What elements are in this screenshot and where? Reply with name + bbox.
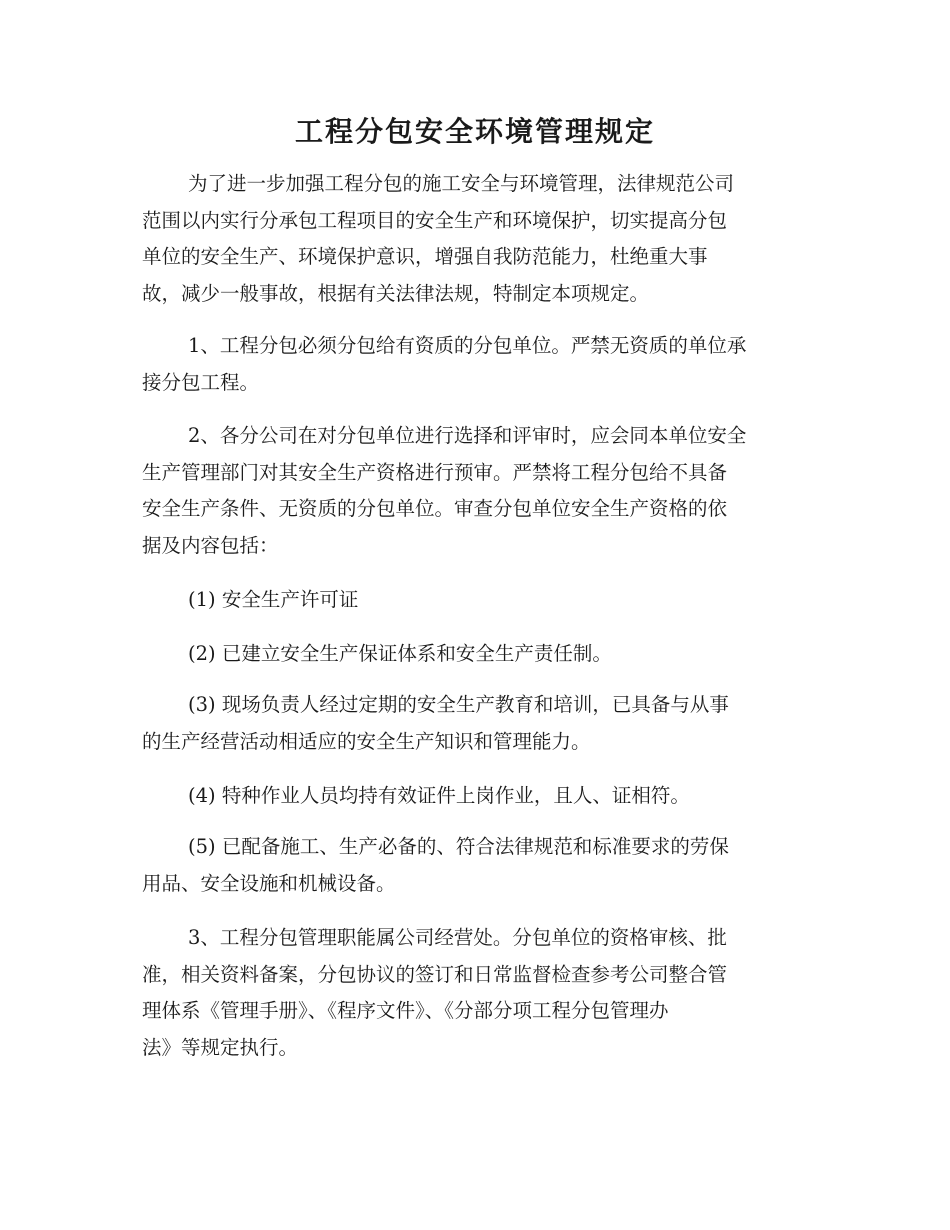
paragraph-line: 理体系《管理手册》、《程序文件》、《分部分项工程分包管理办: [142, 999, 669, 1022]
section-3-paragraph: [142, 920, 810, 1066]
paragraph-line: 接分包工程。: [142, 370, 260, 394]
list-item-line: 的生产经营活动相适应的安全生产知识和管理能力。: [142, 729, 591, 753]
list-item: [142, 582, 810, 619]
paragraph-line: 为了进一步加强工程分包的施工安全与环境管理，法律规范公司: [188, 172, 735, 195]
list-item-line: (4) 特种作业人员均持有效证件上岗作业，且人、证相符。: [188, 784, 690, 807]
paragraph-line: 3、工程分包管理职能属公司经营处。分包单位的资格审核、批: [188, 926, 727, 949]
paragraph-line: 准，相关资料备案，分包协议的签订和日常监督检查参考公司整合管: [142, 962, 728, 986]
list-item: [142, 829, 810, 902]
paragraph-line: 2、各分公司在对分包单位进行选择和评审时，应会同本单位安全: [188, 424, 747, 447]
list-item: [142, 778, 810, 815]
list-item: [142, 636, 810, 673]
paragraph-line: 故，减少一般事故，根据有关法律法规，特制定本项规定。: [142, 281, 650, 305]
document-title: 工程分包安全环境管理规定: [294, 115, 655, 148]
paragraph-line: 法》等规定执行。: [142, 1035, 299, 1059]
list-item-line: (1) 安全生产许可证: [188, 588, 359, 611]
section-1-paragraph: [142, 328, 810, 401]
paragraph-line: 范围以内实行分承包工程项目的安全生产和环境保护，切实提高分包: [142, 208, 728, 232]
section-2-paragraph: [142, 418, 810, 564]
list-item-line: (5) 已配备施工、生产必备的、符合法律规范和标准要求的劳保: [188, 835, 729, 858]
list-item-line: 用品、安全设施和机械设备。: [142, 871, 396, 895]
paragraph-line: 安全生产条件、无资质的分包单位。审查分包单位安全生产资格的依: [142, 497, 728, 520]
paragraph-line: 1、工程分包必须分包给有资质的分包单位。严禁无资质的单位承: [188, 334, 747, 357]
list-item: [142, 687, 810, 760]
paragraph-line: 生产管理部门对其安全生产资格进行预审。严禁将工程分包给不具备: [142, 460, 728, 484]
intro-paragraph: [142, 166, 810, 312]
paragraph-line: 单位的安全生产、环境保护意识，增强自我防范能力，杜绝重大事: [142, 245, 708, 268]
list-item-line: (3) 现场负责人经过定期的安全生产教育和培训，已具备与从事: [188, 693, 729, 716]
list-item-line: (2) 已建立安全生产保证体系和安全生产责任制。: [188, 642, 612, 665]
paragraph-line: 据及内容包括：: [142, 533, 279, 557]
